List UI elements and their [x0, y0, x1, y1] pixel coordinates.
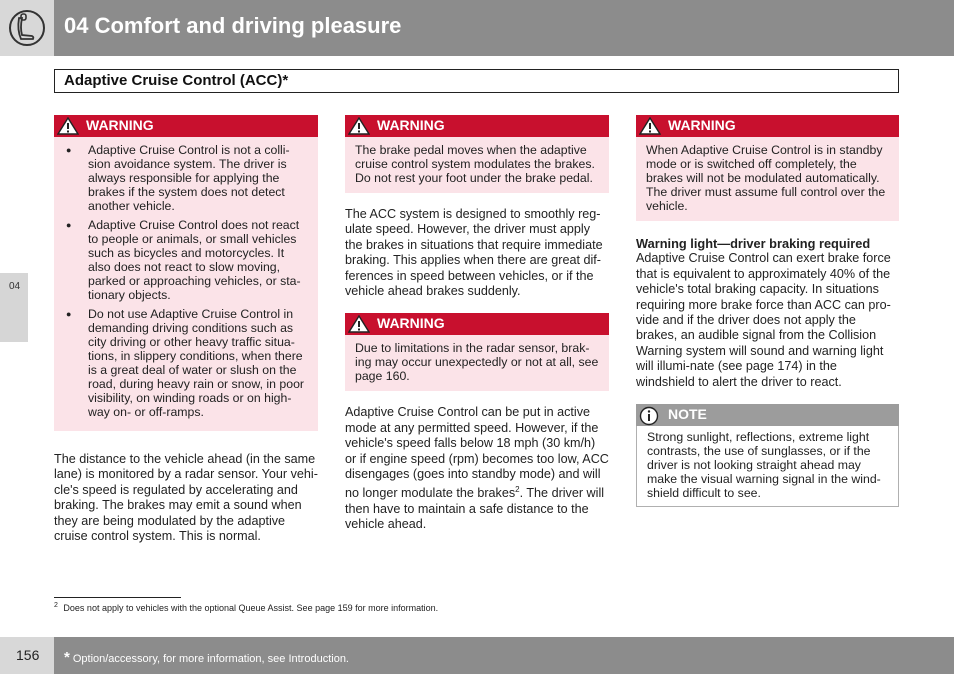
- note-label: NOTE: [668, 406, 707, 423]
- warning-triangle-icon: [639, 117, 661, 135]
- footnote: [54, 602, 438, 613]
- footer-star: *: [64, 649, 70, 666]
- footer-text: Option/accessory, for more information, see Introduction.: [72, 653, 349, 665]
- warning-body: [54, 137, 318, 431]
- column-1: [54, 115, 318, 544]
- footnote-ref: 2: [515, 485, 520, 495]
- note-body: [636, 426, 899, 507]
- warning-label: WARNING: [377, 117, 445, 133]
- page-number: 156: [16, 647, 40, 663]
- page-footer: [54, 637, 954, 674]
- subheading: Warning light—driver braking required: [636, 236, 871, 251]
- body-paragraph: The distance to the vehicle ahead (in the same lane) is monitored by a radar sensor. Your vehi-cle's speed is regulated by accelerating and braking. The brakes may emit a sound when they are being modulated by the adaptive cruise control system. This is normal.: [54, 452, 318, 544]
- side-chapter-tab: [0, 273, 28, 342]
- list-item: ● Adaptive Cruise Control does not react to people or animals, or small vehicles such as bicycles and motorcycles. It also does not react to slow moving, parked or approaching vehicles, or sta-tionary objects.: [64, 218, 308, 302]
- footnote-rule: [54, 597, 181, 598]
- warning-text: Due to limitations in the radar sensor, brak-ing may occur unexpectedly or not at all, see page 160.: [355, 341, 599, 384]
- body-paragraph: The ACC system is designed to smoothly reg-ulate speed. However, the driver must apply the brakes in situations that require immediate braking. This applies when there are great dif-ferences in speed between vehicles, or if the vehicle ahead brakes suddenly.: [345, 207, 603, 299]
- warning-triangle-icon: [348, 117, 370, 135]
- side-tab-label: 04: [9, 281, 21, 292]
- warning-label: WARNING: [86, 117, 154, 133]
- warning-body: [636, 137, 899, 221]
- warning-text: When Adaptive Cruise Control is in standby mode or is switched off completely, the brakes will not be modulated automatically. The driver must assume full control over the vehicle.: [646, 143, 886, 213]
- warning-label: WARNING: [377, 315, 445, 332]
- footer-note: [64, 649, 349, 666]
- warning-triangle-icon: [57, 117, 79, 135]
- footnote-number: 2: [54, 602, 58, 609]
- column-2: [345, 115, 609, 533]
- body-paragraph: Adaptive Cruise Control can exert brake force that is equivalent to approximately 40% of the vehicle's total braking capacity. In situations requiring more brake force than ACC can pro-vide and if the driver does not apply the brakes, an audible signal from the Collision Warning system will sound and warning light will illumi-nate (see page 174) in the windshield to alert the driver to react.: [636, 251, 891, 389]
- page-header: [0, 0, 954, 56]
- note-text: Strong sunlight, reflections, extreme light contrasts, the use of sunglasses, or if the driver is not looking straight ahead may make the visual warning signal in the wind-shield difficult to see.: [647, 430, 881, 501]
- chapter-title: 04 Comfort and driving pleasure: [64, 13, 402, 38]
- footnote-text: Does not apply to vehicles with the optional Queue Assist. See page 159 for more information.: [63, 603, 439, 613]
- warning-header: [345, 313, 609, 335]
- info-icon: [639, 406, 659, 426]
- warning-header: [54, 115, 318, 137]
- warning-body: [345, 335, 609, 391]
- page-number-box: [0, 637, 54, 674]
- seat-icon: [8, 8, 46, 48]
- paragraph-text: Adaptive Cruise Control can be put in active mode at any permitted speed. However, if the vehicle's speed falls below 18 mph (30 km/h) or if engine speed (rpm) becomes too low, ACC disengages (goes into standby mode) and will no longer modulate the brakes: [345, 405, 609, 501]
- list-item: ● Do not use Adaptive Cruise Control in demanding driving conditions such as city driving or other heavy traffic situa-tions, in slippery conditions, when there is a great deal of water or slush on the road, during heavy rain or snow, in poor visibility, on winding roads or on high-way on- or off-ramps.: [64, 307, 308, 419]
- list-item: ● Adaptive Cruise Control is not a colli-sion avoidance system. The driver is always responsible for applying the brakes if the system does not detect another vehicle.: [64, 143, 308, 213]
- warning-label: WARNING: [668, 117, 736, 133]
- warning-triangle-icon: [348, 315, 370, 333]
- warning-text: The brake pedal moves when the adaptive cruise control system modulates the brakes. Do not rest your foot under the brake pedal.: [355, 143, 595, 185]
- note-header: [636, 404, 899, 426]
- section-bar: [54, 69, 899, 93]
- body-paragraph: [345, 405, 609, 532]
- chapter-icon-box: [0, 0, 54, 56]
- section-title: Adaptive Cruise Control (ACC)*: [64, 72, 289, 89]
- warning-header: [636, 115, 899, 137]
- column-3: [636, 115, 899, 507]
- paragraph-text: . The driver will then have to maintain a safe distance to the vehicle ahead.: [345, 486, 605, 532]
- warning-header: [345, 115, 609, 137]
- warning-bullet-list: [64, 143, 308, 419]
- warning-body: [345, 137, 609, 193]
